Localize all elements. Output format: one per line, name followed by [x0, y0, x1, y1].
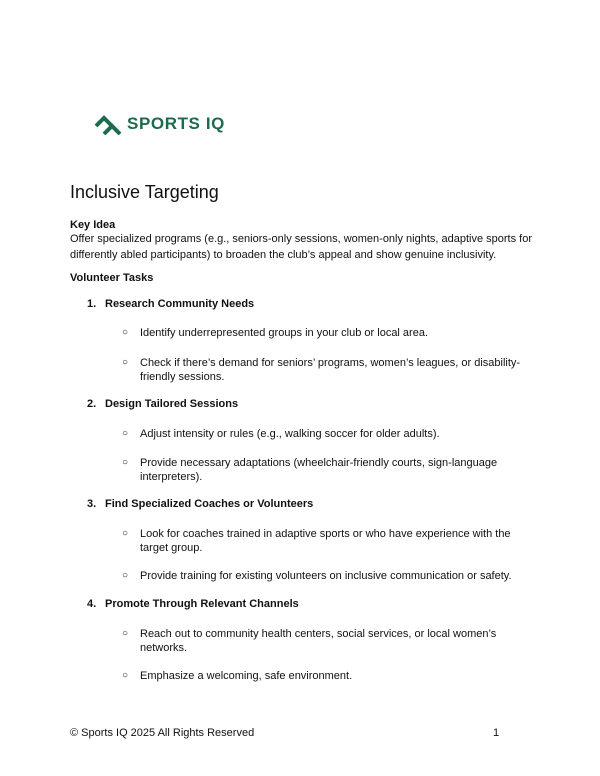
- key-idea-label: Key Idea: [70, 219, 116, 231]
- sports-iq-logo: [94, 112, 225, 136]
- task-bullet: [122, 669, 522, 683]
- task-title: Design Tailored Sessions: [105, 398, 239, 410]
- task-number: 1.: [87, 298, 97, 310]
- hollow-circle-bullet-icon: ○: [122, 570, 129, 581]
- task-bullet: [122, 456, 522, 484]
- hollow-circle-bullet-icon: ○: [122, 327, 129, 338]
- task-number: 2.: [87, 398, 97, 410]
- hollow-circle-bullet-icon: ○: [122, 457, 129, 468]
- task-title: Promote Through Relevant Channels: [105, 598, 299, 610]
- task-heading: [87, 498, 313, 510]
- task-heading: [87, 298, 254, 310]
- task-bullet-text: Reach out to community health centers, social services, or local women’s networks.: [140, 628, 497, 654]
- task-number: 3.: [87, 498, 97, 510]
- task-bullet: [122, 356, 522, 384]
- task-bullet-text: Provide training for existing volunteers on inclusive communication or safety.: [140, 570, 512, 582]
- key-idea-text: Offer specialized programs (e.g., seniors-only sessions, women-only nights, adaptive sports for differently abled participants) to broaden the club’s appeal and show genuine inclusivity.: [70, 233, 533, 261]
- task-title: Find Specialized Coaches or Volunteers: [105, 498, 314, 510]
- hollow-circle-bullet-icon: ○: [122, 357, 129, 368]
- task-bullet: [122, 427, 522, 441]
- page-number: 1: [493, 727, 500, 739]
- hollow-circle-bullet-icon: ○: [122, 670, 129, 681]
- page-title: Inclusive Targeting: [70, 182, 219, 202]
- task-bullet-text: Provide necessary adaptations (wheelchair-friendly courts, sign-language interpreters).: [140, 457, 498, 483]
- task-bullet: [122, 326, 522, 340]
- task-bullet: [122, 527, 522, 555]
- copyright-footer: © Sports IQ 2025 All Rights Reserved: [70, 727, 255, 739]
- task-heading: [87, 398, 238, 410]
- hollow-circle-bullet-icon: ○: [122, 528, 129, 539]
- task-title: Research Community Needs: [105, 298, 255, 310]
- task-bullet-text: Identify underrepresented groups in your club or local area.: [140, 327, 429, 339]
- task-bullet: [122, 627, 522, 655]
- task-number: 4.: [87, 598, 97, 610]
- task-bullet-text: Emphasize a welcoming, safe environment.: [140, 670, 353, 682]
- hollow-circle-bullet-icon: ○: [122, 428, 129, 439]
- task-bullet-text: Check if there’s demand for seniors’ programs, women’s leagues, or disability-friendly sessions.: [140, 357, 521, 383]
- sports-iq-logo-icon: [94, 113, 122, 135]
- task-bullet-text: Adjust intensity or rules (e.g., walking soccer for older adults).: [140, 428, 440, 440]
- hollow-circle-bullet-icon: ○: [122, 628, 129, 639]
- task-bullet: [122, 569, 522, 583]
- task-heading: [87, 598, 299, 610]
- logo-wordmark: SPORTS IQ: [127, 114, 225, 133]
- task-bullet-text: Look for coaches trained in adaptive sports or who have experience with the target group.: [140, 528, 511, 554]
- volunteer-tasks-label: Volunteer Tasks: [70, 272, 154, 284]
